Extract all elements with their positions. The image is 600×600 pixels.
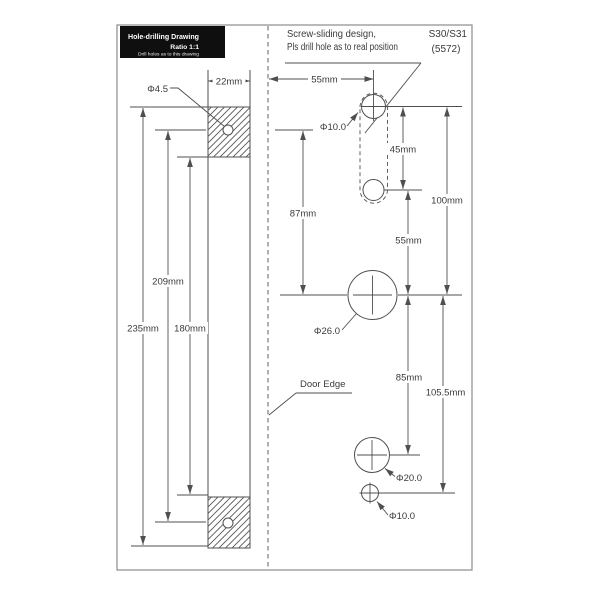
phi-26-text: Φ26.0 — [313, 326, 340, 337]
dim-55mm-right-text: 55mm — [395, 235, 422, 247]
instruction-line2: Pls drill hole as to real position — [287, 42, 398, 53]
phi-4-5-text: Φ4.5 — [147, 84, 168, 95]
title-block-ratio: Ratio 1:1 — [170, 44, 199, 51]
dim-plate-width — [208, 76, 250, 88]
dim-235mm-text: 235mm — [127, 323, 159, 335]
dim-hub-to-cylinder — [392, 296, 426, 454]
dim-55mm-top-text: 55mm — [311, 74, 338, 86]
phi-20-leader — [385, 469, 395, 477]
title-block — [120, 26, 225, 58]
label-slot-dia — [320, 113, 358, 134]
dim-position-to-hub — [275, 130, 320, 294]
dim-inner-length — [172, 158, 208, 494]
dim-overall-length — [125, 108, 161, 545]
dim-edge-to-slot — [269, 74, 374, 86]
faceplate-bottom-screw-hole — [223, 518, 233, 528]
dim-slot-length — [387, 108, 420, 190]
drill-layout-view — [269, 70, 467, 522]
faceplate-view — [125, 70, 250, 548]
phi-10-bottom-text: Φ10.0 — [389, 511, 416, 522]
hub-hole — [280, 271, 462, 338]
dim-100mm-text: 100mm — [431, 195, 463, 207]
door-edge-text: Door Edge — [300, 379, 346, 390]
slot-bottom-hole — [363, 180, 384, 201]
phi-26-leader — [342, 314, 357, 331]
phi-10-top-leader — [347, 113, 358, 127]
phi-10-bottom-leader — [377, 502, 388, 516]
dim-slot-to-hub — [392, 191, 425, 294]
dim-22mm-text: 22mm — [215, 76, 243, 88]
dim-top-to-hub — [428, 108, 466, 295]
model-code-label: (5572) — [431, 44, 461, 55]
instruction-line1: Screw-sliding design, — [287, 29, 376, 40]
dim-105-5mm-text: 105.5mm — [425, 387, 466, 399]
door-edge-leader — [269, 393, 296, 415]
dim-45mm-text: 45mm — [389, 144, 417, 156]
dim-hub-to-pin — [424, 296, 467, 492]
dim-87mm-text: 87mm — [289, 208, 317, 220]
door-edge-label — [269, 379, 352, 415]
dim-180mm-text: 180mm — [174, 323, 206, 335]
pin-hole — [360, 483, 456, 523]
dim-209mm-text: 209mm — [152, 276, 184, 288]
title-block-title: Hole-drilling Drawing — [128, 34, 199, 41]
model-label: S30/S31 — [428, 29, 467, 40]
cylinder-hole — [355, 438, 423, 485]
phi-10-top-text: Φ10.0 — [319, 122, 346, 133]
phi-20-text: Φ20.0 — [396, 473, 423, 484]
dim-85mm-text: 85mm — [395, 372, 423, 384]
title-block-note: Drill holes as to this drawing — [138, 52, 198, 58]
